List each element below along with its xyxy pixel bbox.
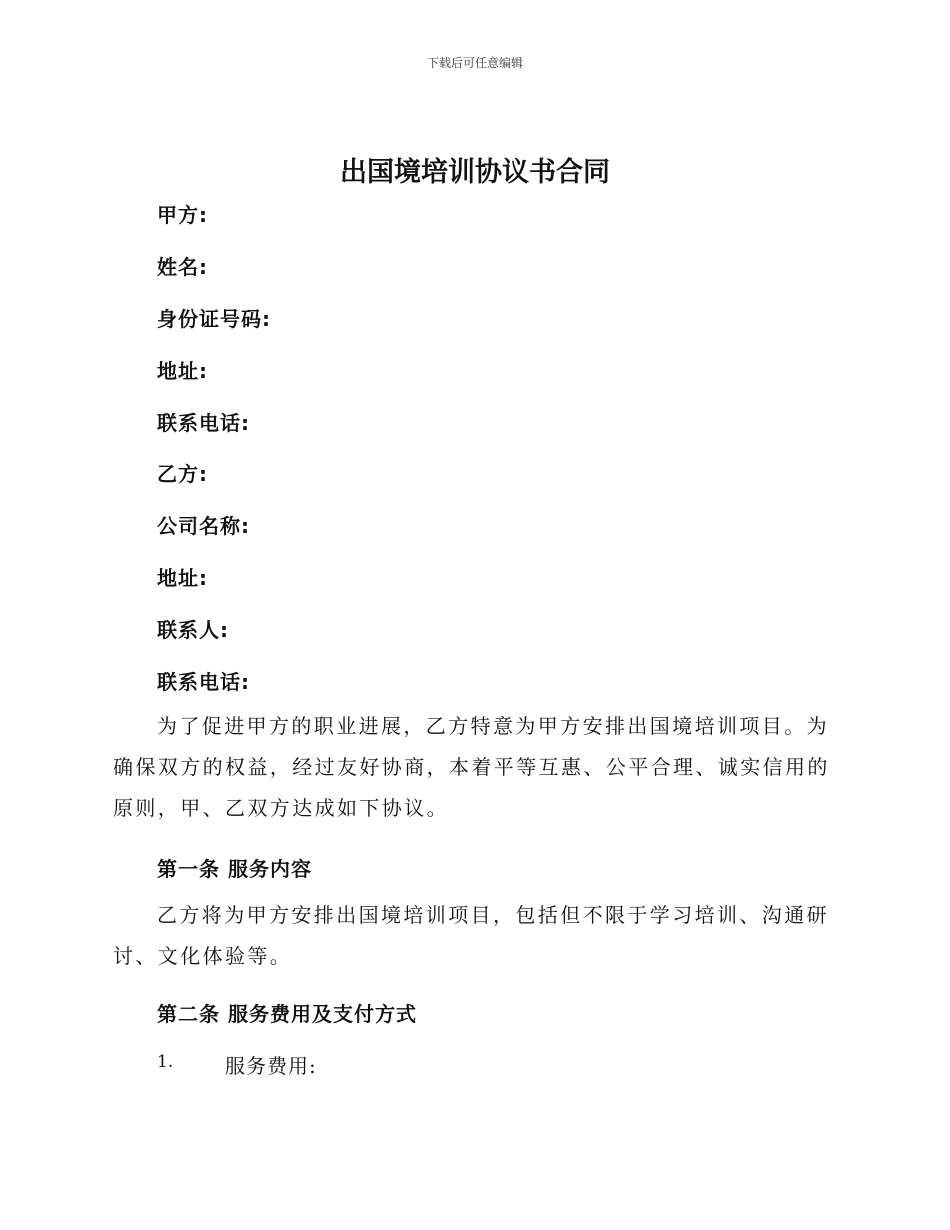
article-1-body: 乙方将为甲方安排出国境培训项目，包括但不限于学习培训、沟通研讨、文化体验等。: [113, 903, 829, 968]
party-a-phone-label: 联系电话:: [157, 411, 250, 435]
party-a-label: 甲方:: [157, 203, 208, 227]
article-2-heading: 第二条 服务费用及支付方式: [157, 1002, 417, 1026]
intro-paragraph: 为了促进甲方的职业进展，乙方特意为甲方安排出国境培训项目。为确保双方的权益，经过友好协商，本着平等互惠、公平合理、诚实信用的原则，甲、乙双方达成如下协议。: [113, 714, 830, 820]
party-b-contact-label: 联系人:: [157, 618, 229, 642]
article-1-heading: 第一条 服务内容: [157, 857, 312, 881]
party-a-name-label: 姓名:: [157, 255, 208, 279]
party-b-label: 乙方:: [157, 462, 208, 486]
party-a-address-label: 地址:: [157, 359, 208, 383]
party-a-id-label: 身份证号码:: [157, 307, 271, 331]
party-b-company-label: 公司名称:: [157, 514, 250, 538]
document-title: 出国境培训协议书合同: [340, 157, 610, 188]
page-header-note: 下载后可任意编辑: [426, 56, 523, 70]
party-b-address-label: 地址:: [157, 566, 208, 590]
party-b-phone-label: 联系电话:: [157, 670, 250, 694]
list-item-text: 服务费用:: [225, 1054, 317, 1078]
list-item-number: 1.: [157, 1052, 174, 1072]
